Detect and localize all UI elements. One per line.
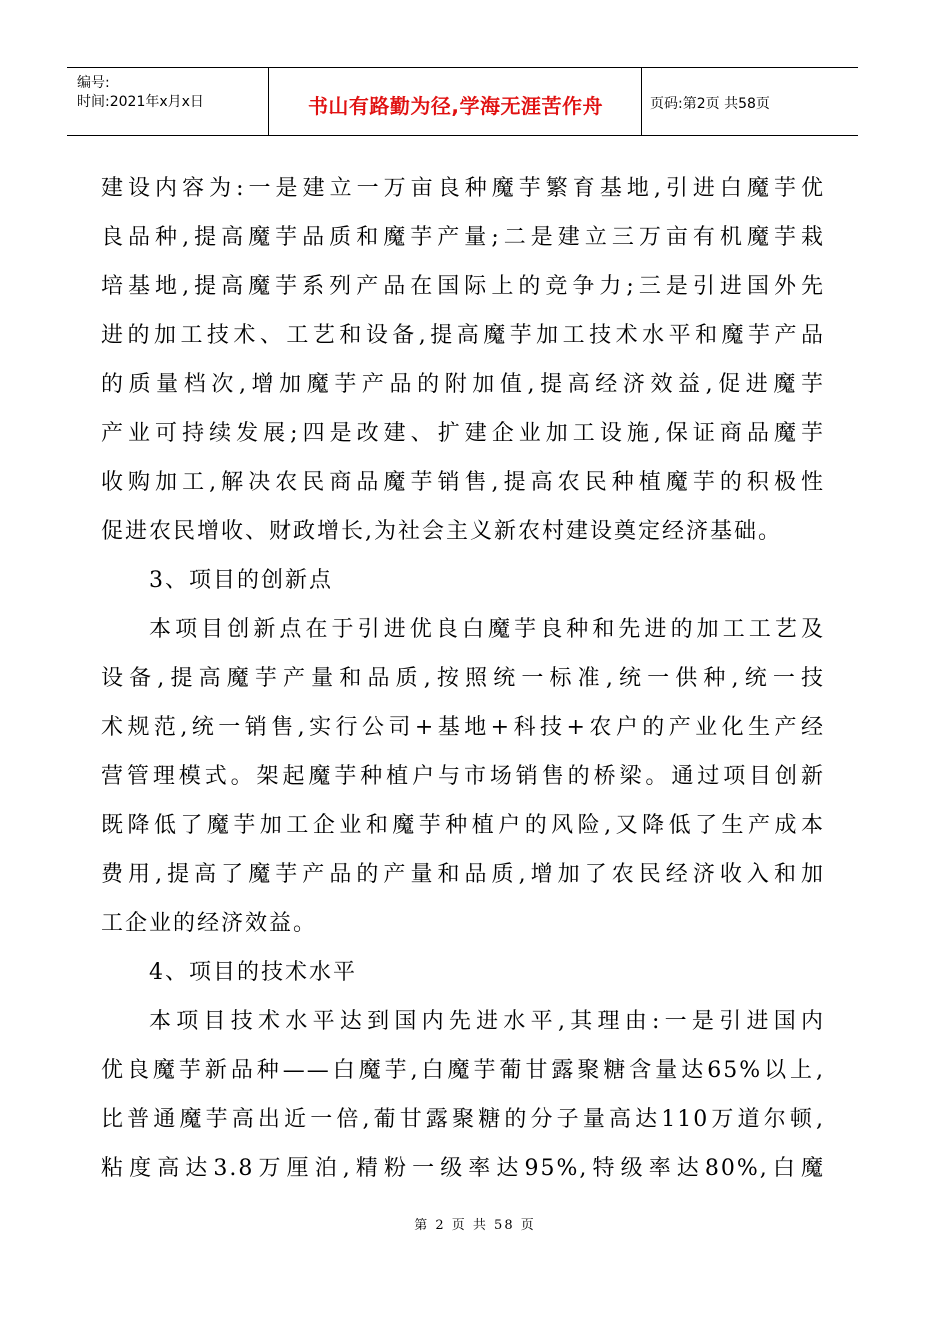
body-line: 本项目技术水平达到国内先进水平,其理由:一是引进国内	[149, 1009, 825, 1034]
header-number-label: 编号:	[77, 75, 110, 91]
body-line: 粘度高达3.8万厘泊,精粉一级率达95%,特级率达80%,白魔	[101, 1156, 825, 1181]
section-heading: 4、项目的技术水平	[149, 960, 357, 985]
body-line: 收购加工,解决农民商品魔芋销售,提高农民种植魔芋的积极性	[101, 470, 825, 495]
body-line: 的质量档次,增加魔芋产品的附加值,提高经济效益,促进魔芋	[101, 372, 825, 397]
body-line: 工企业的经济效益。	[101, 911, 318, 936]
document-body	[101, 164, 825, 1193]
body-line: 促进农民增收、财政增长,为社会主义新农村建设奠定经济基础。	[101, 519, 782, 544]
body-line: 进的加工技术、工艺和设备,提高魔芋加工技术水平和魔芋产品	[101, 323, 825, 348]
section-heading: 3、项目的创新点	[149, 568, 333, 593]
body-line: 营管理模式。架起魔芋种植户与市场销售的桥梁。通过项目创新	[101, 764, 825, 789]
header-motto: 书山有路勤为径,学海无涯苦作舟	[307, 94, 604, 118]
body-line: 比普通魔芋高出近一倍,葡甘露聚糖的分子量高达110万道尔顿,	[101, 1107, 825, 1132]
page-footer: 第 2 页 共 58 页	[414, 1218, 536, 1233]
body-line: 既降低了魔芋加工企业和魔芋种植户的风险,又降低了生产成本	[101, 813, 825, 838]
header-meta	[77, 74, 204, 112]
header-divider	[641, 68, 642, 135]
body-line: 良品种,提高魔芋品质和魔芋产量;二是建立三万亩有机魔芋栽	[101, 225, 825, 250]
header-page-info: 页码:第2页 共58页	[650, 96, 770, 112]
body-line: 术规范,统一销售,实行公司+基地+科技+农户的产业化生产经	[101, 715, 825, 740]
header-time-label: 时间:2021年x月x日	[77, 94, 204, 110]
page-header	[67, 67, 858, 136]
body-line: 费用,提高了魔芋产品的产量和品质,增加了农民经济收入和加	[101, 862, 825, 887]
body-line: 优良魔芋新品种——白魔芋,白魔芋葡甘露聚糖含量达65%以上,	[101, 1058, 825, 1083]
body-line: 设备,提高魔芋产量和品质,按照统一标准,统一供种,统一技	[101, 666, 825, 691]
body-line: 产业可持续发展;四是改建、扩建企业加工设施,保证商品魔芋	[101, 421, 825, 446]
body-line: 建设内容为:一是建立一万亩良种魔芋繁育基地,引进白魔芋优	[101, 176, 825, 201]
body-line: 培基地,提高魔芋系列产品在国际上的竞争力;三是引进国外先	[101, 274, 825, 299]
body-line: 本项目创新点在于引进优良白魔芋良种和先进的加工工艺及	[149, 617, 825, 642]
header-divider	[268, 68, 269, 135]
